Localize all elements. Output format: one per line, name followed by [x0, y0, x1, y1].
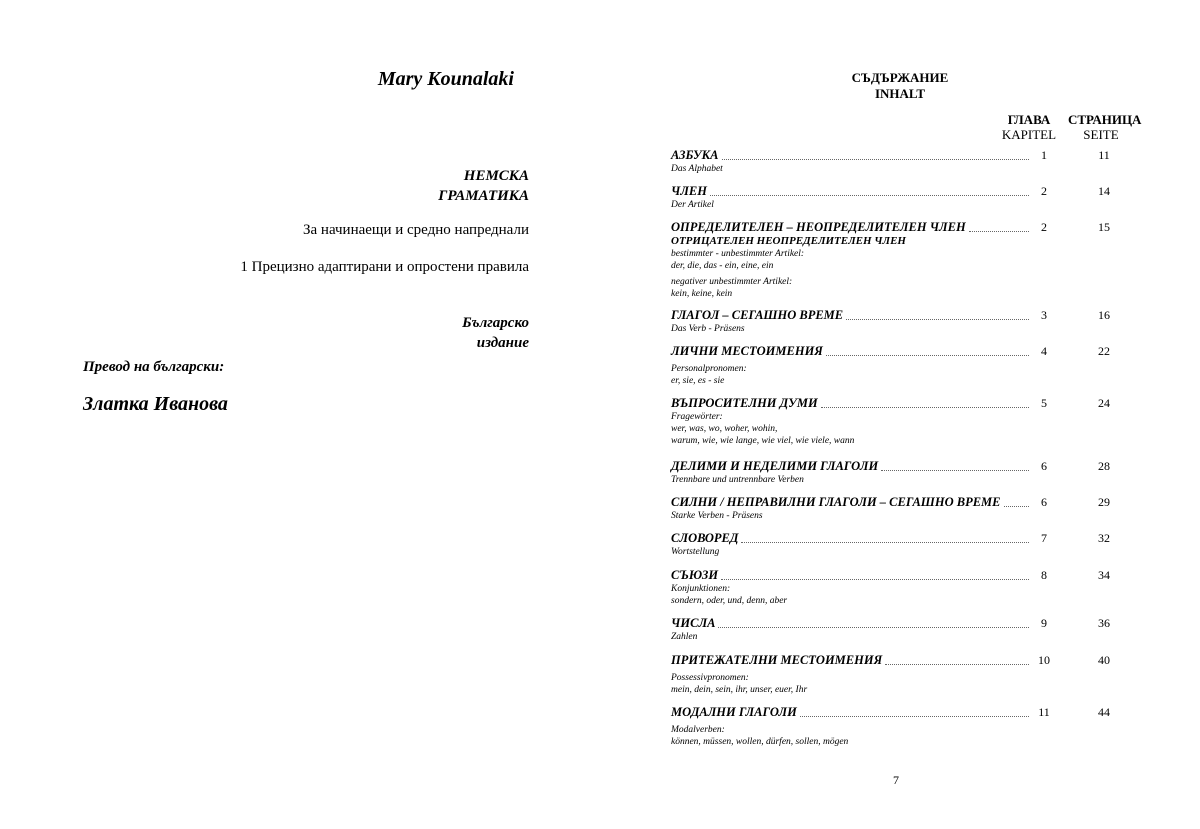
- toc-title-de: INHALT: [874, 86, 926, 101]
- translation-label: Превод на български:: [83, 359, 225, 375]
- dot-leader: [1004, 505, 1029, 507]
- toc-entry-chapter: 8: [1041, 568, 1047, 582]
- toc-entry-german: bestimmter - unbestimmter Artikel:: [671, 249, 805, 259]
- toc-entry[interactable]: [671, 568, 1151, 607]
- page-number: 7: [893, 773, 899, 787]
- toc-entry-german: Das Alphabet: [671, 164, 723, 174]
- toc-entry-title: ЧИСЛА: [671, 616, 716, 630]
- toc-entry[interactable]: [671, 148, 1151, 175]
- toc-entry-chapter: 6: [1041, 459, 1047, 473]
- edition-line2: издание: [476, 335, 529, 351]
- toc-entry-title: СЛОВОРЕД: [671, 531, 739, 545]
- toc-entry-chapter: 2: [1041, 220, 1047, 234]
- edition-label: [380, 313, 529, 353]
- toc-entry-german: der, die, das - ein, eine, ein: [671, 261, 774, 271]
- toc-entry-chapter: 11: [1038, 705, 1050, 719]
- toc-entry-page: 22: [1098, 344, 1110, 358]
- toc-entry-chapter: 6: [1041, 495, 1047, 509]
- toc-entry-page: 24: [1098, 396, 1110, 410]
- toc-entry[interactable]: [671, 495, 1151, 522]
- chapter-header-bg: ГЛАВА: [1007, 112, 1051, 127]
- toc-entry-chapter: 9: [1041, 616, 1047, 630]
- dot-leader: [722, 158, 1030, 160]
- dot-leader: [881, 469, 1029, 471]
- toc-entry-page: 15: [1098, 220, 1110, 234]
- toc-entry-german: wer, was, wo, woher, wohin,: [671, 424, 778, 434]
- toc-entry-german: Possessivpronomen:: [671, 673, 749, 683]
- toc-entry[interactable]: [671, 653, 1151, 696]
- toc-title-bg: СЪДЪРЖАНИЕ: [851, 70, 949, 85]
- toc-entry-german: kein, keine, kein: [671, 289, 733, 299]
- toc-entry-german: Starke Verben - Präsens: [671, 511, 763, 521]
- toc-entry-title: ДЕЛИМИ И НЕДЕЛИМИ ГЛАГОЛИ: [671, 459, 879, 473]
- toc-entry-chapter: 10: [1038, 653, 1050, 667]
- author-name: Mary Kounalaki: [377, 68, 514, 90]
- toc-entry-german: Modalverben:: [671, 725, 725, 735]
- toc-entry-title: ПРИТЕЖАТЕЛНИ МЕСТОИМЕНИЯ: [671, 653, 883, 667]
- toc-entry[interactable]: [671, 184, 1151, 211]
- edition-line1: Българско: [462, 315, 529, 331]
- toc-entry-chapter: 1: [1041, 148, 1047, 162]
- toc-entry-chapter: 4: [1041, 344, 1047, 358]
- toc-entry[interactable]: [671, 705, 1151, 748]
- toc-entry[interactable]: [671, 344, 1151, 387]
- translator-name: Златка Иванова: [83, 393, 228, 415]
- toc-entry-chapter: 3: [1041, 308, 1047, 322]
- toc-entry-page: 11: [1098, 148, 1110, 162]
- toc-entry-page: 32: [1098, 531, 1110, 545]
- toc-entry-german: Fragewörter:: [671, 412, 723, 422]
- toc-entry[interactable]: [671, 531, 1151, 558]
- toc-entry-german: warum, wie, wie lange, wie viel, wie viele, wann: [671, 436, 855, 446]
- toc-entry[interactable]: [671, 220, 1151, 300]
- toc-entry[interactable]: [671, 308, 1151, 335]
- toc-entry[interactable]: [671, 459, 1151, 486]
- toc-entry-german: mein, dein, sein, ihr, unser, euer, Ihr: [671, 685, 808, 695]
- toc-entry-title: СИЛНИ / НЕПРАВИЛНИ ГЛАГОЛИ – СЕГАШНО ВРЕМЕ: [671, 495, 1001, 509]
- toc-entry-page: 40: [1098, 653, 1110, 667]
- toc-entry-german: Zahlen: [671, 632, 698, 642]
- toc-entry-title: МОДАЛНИ ГЛАГОЛИ: [671, 705, 797, 719]
- toc-entry[interactable]: [671, 616, 1151, 643]
- toc-entry-german: Konjunktionen:: [671, 584, 731, 594]
- toc-entry-page: 16: [1098, 308, 1110, 322]
- book-title: [330, 166, 529, 206]
- volume-description: 1 Прецизно адаптирани и опростени правила: [240, 259, 529, 275]
- dot-leader: [846, 318, 1029, 320]
- page-column-header: [1068, 112, 1142, 142]
- toc-entry-title: ГЛАГОЛ – СЕГАШНО ВРЕМЕ: [671, 308, 844, 322]
- toc-entry-chapter: 7: [1041, 531, 1047, 545]
- toc-entry-chapter: 5: [1041, 396, 1047, 410]
- toc-entry-german: er, sie, es - sie: [671, 376, 725, 386]
- dot-leader: [800, 715, 1029, 717]
- toc-entry-german: Personalpronomen:: [671, 364, 747, 374]
- toc-entry-german: Das Verb - Präsens: [671, 324, 745, 334]
- dot-leader: [718, 626, 1029, 628]
- toc-entry-chapter: 2: [1041, 184, 1047, 198]
- dot-leader: [821, 406, 1029, 408]
- toc-entry-title: ОПРЕДЕЛИТЕЛЕН – НЕОПРЕДЕЛИТЕЛЕН ЧЛЕН: [671, 220, 966, 234]
- toc-entry-page: 14: [1098, 184, 1110, 198]
- toc-entry-page: 28: [1098, 459, 1110, 473]
- page-header-de: SEITE: [1083, 127, 1119, 142]
- chapter-column-header: [1000, 112, 1058, 142]
- book-title-line2: ГРАМАТИКА: [438, 188, 529, 204]
- toc-entry-german: können, müssen, wollen, dürfen, sollen, mögen: [671, 737, 849, 747]
- toc-entry-title: ЧЛЕН: [671, 184, 707, 198]
- dot-leader: [885, 663, 1029, 665]
- toc-entry-german: Der Artikel: [671, 200, 714, 210]
- toc-entry-german: negativer unbestimmter Artikel:: [671, 277, 793, 287]
- toc-entry[interactable]: [671, 396, 1151, 447]
- toc-entry-page: 44: [1098, 705, 1110, 719]
- toc-entry-title: ЛИЧНИ МЕСТОИМЕНИЯ: [671, 344, 823, 358]
- toc-entry-page: 34: [1098, 568, 1110, 582]
- dot-leader: [721, 578, 1029, 580]
- toc-title: [800, 70, 1000, 102]
- toc-entry-german: Trennbare und untrennbare Verben: [671, 475, 804, 485]
- toc-entry-page: 29: [1098, 495, 1110, 509]
- book-subtitle: За начинаещи и средно напреднали: [303, 222, 529, 238]
- page-header-bg: СТРАНИЦА: [1068, 112, 1142, 127]
- toc-entry-german: Wortstellung: [671, 547, 720, 557]
- dot-leader: [741, 541, 1029, 543]
- chapter-header-de: KAPITEL: [1001, 127, 1057, 142]
- dot-leader: [710, 194, 1029, 196]
- toc-entry-title: АЗБУКА: [671, 148, 719, 162]
- toc-entry-title: СЪЮЗИ: [671, 568, 719, 582]
- dot-leader: [826, 354, 1029, 356]
- book-title-line1: НЕМСКА: [463, 168, 529, 184]
- dot-leader: [969, 230, 1029, 232]
- toc-entry-page: 36: [1098, 616, 1110, 630]
- toc-entry-german: sondern, oder, und, denn, aber: [671, 596, 788, 606]
- toc-entry-title: ВЪПРОСИТЕЛНИ ДУМИ: [671, 396, 818, 410]
- toc-entry-subtitle: ОТРИЦАТЕЛЕН НЕОПРЕДЕЛИТЕЛЕН ЧЛЕН: [671, 235, 906, 247]
